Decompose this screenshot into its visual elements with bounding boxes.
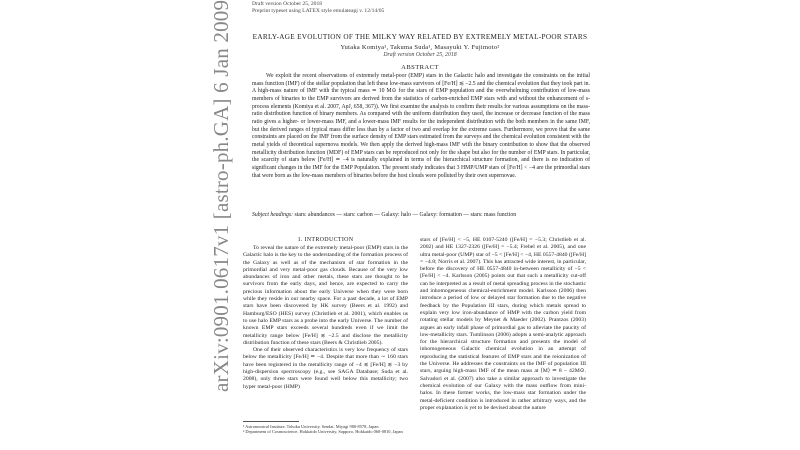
subject-headings	[252, 212, 590, 220]
right-column: stars of [Fe/H] < −5, HE 0107-5240 ([Fe/H] = −5.3; Christlieb et al. 2002) and HE 1327-2326 ([Fe/H] = −5.4; Frebel et al. 2005), and one ultra metal-poor (UMP) star of −5 < [Fe/H] < −4, HE 0557-4840 ([Fe/H] = −4.8; Norris et al. 2007). This has attracted wide interest, in particular, before the discovery of HE 0557-4840 in-between metallicity of −5 < [Fe/H] < −4. Karlsson (2005) points out that such a metallicity cut-off can be interpreted as a result of metal spreading process in the stochastic and inhomogeneous chemical-enrichment model. Karlsson (2006) then introduce a period of low or delayed star formation due to the negative feedback by the Population III stars, during which metals spread to explain very low iron-abundance of HMP with the carbon yield from rotating stellar models by Meynet & Maeder (2002). Prantzos (2003) argues an early infall phase of primordial gas to alleviate the paucity of low-metallicity stars. Tumlinson (2006) adopts a semi-analytic approach for the hierarchical structure formation and presents the model of inhomogeneous Galactic chemical evolution in an attempt of reproducing the statistical features of EMP stars and the reionization of the Universe. He addresses the constraints on the IMF of population III stars, arguing high-mass IMF of the mean mass at ⟨M⟩ ≃ 8 − 42M⊙. Salvadori et al. (2007) also take a similar approach to investigate the chemical evolution of our Galaxy with the mass outflow from mini-halos. In these former works, the low-mass star formation under the metal-deficient condition is introduced in rather arbitrary ways, and the proper explanation is yet to be devised about the nature	[420, 237, 586, 411]
abstract-text: We exploit the recent observations of extremely metal-poor (EMP) stars in the Galactic halo and investigate the constraints on the initial mass function (IMF) of the stellar population that left these low-mass survivors of [Fe/H] ≲ −2.5 and the chemical evolution that they took part in. A high-mass nature of IMF with the typical mass ≃ 10 M⊙ for the stars of EMP population and the overwhelming contribution of low-mass members of binaries to the EMP survivors are derived from the statistics of carbon-enriched EMP stars with and without the enhancement of s-process elements (Komiya et al. 2007, ApJ, 658, 367)). We first examine the analysis to confirm their results for various assumptions on the mass-ratio distribution function of binary members. As compared with the uniform distribution they used, the increase or decrease function of the mass ratio gives a higher- or lower-mass IMF, and a lower-mass IMF results for the independent distribution with the both members in the same IMF, but the derived ranges of typical mass differ less than by a factor of two and overlap for the extreme cases. Furthermore, we prove that the same constraints are placed on the IMF from the surface density of EMP stars estimated from the surveys and the chemical evolution consistent with the metal yields of theoretical supernova models. We then apply the derived high-mass IMF with the binary contribution to show that the observed metallicity distribution function (MDF) of EMP stars can be reproduced not only for the shape but also for the number of EMP stars. In particular, the scarcity of stars below [Fe/H] ≃ −4 is naturally explained in terms of the hierarchical structure formation, and there is no indication of significant changes in the IMF for the EMP Population. The present study indicates that 3 HMP/UMP stars of [Fe/H] < −4 are the primordial stars that were born as the low-mass members of binaries before the host clouds were polluted by their own supernovae.	[252, 73, 590, 179]
arxiv-identifier-stamp: arXiv:0901.0617v1 [astro-ph.GA] 6 Jan 2009	[209, 0, 233, 392]
subject-headings-label: Subject headings:	[252, 212, 294, 218]
draft-date: Draft version October 25, 2018	[383, 52, 457, 58]
preamble	[252, 1, 384, 15]
preprint-typeset-line: Preprint typeset using LATEX style emulateapj v. 12/14/05	[252, 8, 385, 14]
left-column	[243, 245, 408, 391]
intro-paragraph-1: To reveal the nature of the extremely metal-poor (EMP) stars in the Galactic halo is the key to the understanding of the formation process of the Galaxy as well as of the mechanism of star formation in the primordial and very metal-poor gas clouds. Because of the very low abundances of iron and other metals, these stars are thought to be survivors from the early days, and hence, are expected to carry the precious information about the early Universe when they were born while they reside in our nearby space. For a past decade, a lot of EMP stars have been discovered by HK survey (Beers et al. 1992) and Hamburg/ESO (HES) survey (Christlieb et al. 2001), which enables us to use halo EMP stars as a probe into the early Universe. The number of known EMP stars exceeds several hundreds even if we limit the metallicity range below [Fe/H] ≲ −2.5 and disclose the metallicity distribution function of these stars (Beers & Christlieb 2005).	[243, 245, 408, 346]
section-heading-introduction: 1. INTRODUCTION	[297, 237, 354, 243]
footnote-rule	[243, 421, 299, 422]
author-list: Yutaka Komiya¹, Takuma Suda¹, Masayuki Y. Fujimoto²	[340, 44, 500, 51]
subject-headings-list: stars: abundances — stars: carbon — Galaxy: halo — Galaxy: formation — stars: mass function	[294, 212, 517, 218]
draft-version-line: Draft version October 25, 2018	[252, 1, 323, 7]
paper-title: EARLY-AGE EVOLUTION OF THE MILKY WAY RELATED BY EXTREMELY METAL-POOR STARS	[252, 33, 588, 41]
abstract-heading: ABSTRACT	[401, 64, 439, 71]
intro-paragraph-2: One of their observed characteristics is very low frequency of stars below the metallicity [Fe/H] ≃ −4. Despite that more than ∼ 160 stars have been registered in the metallicity range of −4 ≲ [Fe/H] ≲ −3 by high-dispersion spectroscopy (e.g., see SAGA Database; Suda et al. 2008), only three stars were found well below this metallicity; two hyper metal-poor (HMP)	[243, 347, 408, 390]
footnote-2: ² Department of Cosmoscience, Hokkaido University, Sapporo, Hokkaido 060-0810, Japan	[243, 429, 403, 435]
footnotes	[243, 424, 408, 435]
footnote-1: ¹ Astronomical Institute, Tohoku University, Sendai, Miyagi 980-8578, Japan	[243, 424, 379, 429]
